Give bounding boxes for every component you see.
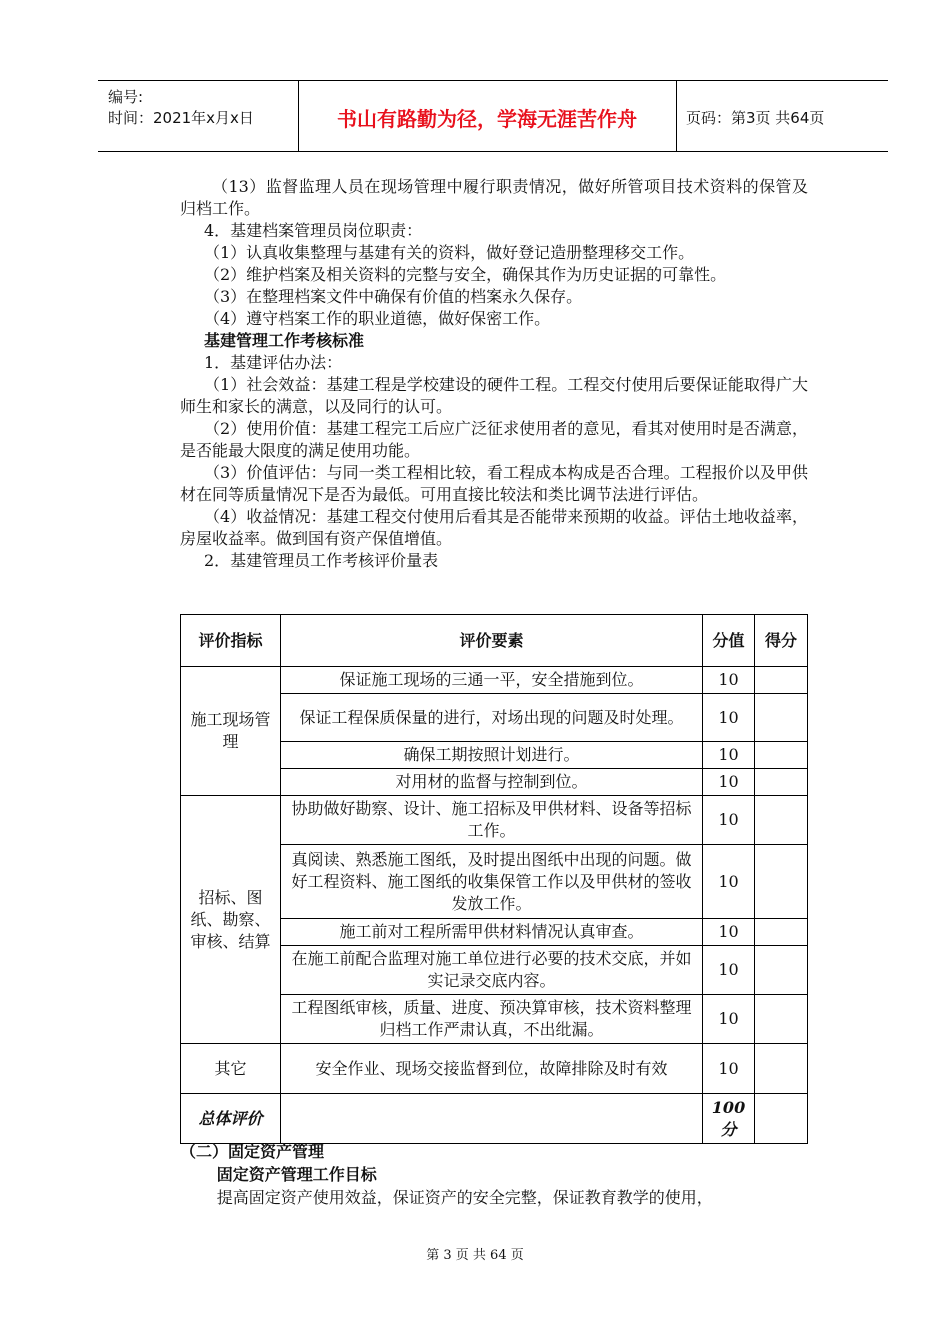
score-cell: 10 xyxy=(703,1044,755,1094)
paragraph: （3）价值评估：与同一类工程相比较，看工程成本构成是否合理。工程报价以及甲供材在同等质量情况下是否为最低。可用直接比较法和类比调节法进行评估。 xyxy=(180,463,808,504)
score-cell: 10 xyxy=(703,796,755,845)
header-meta xyxy=(108,87,254,129)
paragraph: （1）社会效益：基建工程是学校建设的硬件工程。工程交付使用后要保证能取得广大师生和家长的满意，以及同行的认可。 xyxy=(180,375,808,416)
indicator-cell: 招标、图纸、勘察、审核、结算 xyxy=(181,796,281,1044)
header-divider xyxy=(676,81,677,151)
paragraph: （2）维护档案及相关资料的完整与安全，确保其作为历史证据的可靠性。 xyxy=(204,265,727,284)
earned-cell xyxy=(755,1044,808,1094)
header-cell: 评价要素 xyxy=(281,615,703,667)
requirement-cell: 施工前对工程所需甲供材料情况认真审查。 xyxy=(281,919,703,946)
table-row xyxy=(181,1044,808,1094)
subheading: 固定资产管理工作目标 xyxy=(216,1165,377,1184)
requirement-cell: 对用材的监督与控制到位。 xyxy=(281,769,703,796)
header-cell: 得分 xyxy=(755,615,808,667)
table-row xyxy=(181,667,808,694)
total-label-cell: 总体评价 xyxy=(181,1094,281,1144)
paragraph: 4．基建档案管理员岗位职责： xyxy=(204,221,423,240)
earned-cell xyxy=(755,946,808,995)
header-page-label: 页码：第3页 共64页 xyxy=(686,109,825,127)
tail-section xyxy=(180,1140,808,1209)
score-cell: 10 xyxy=(703,946,755,995)
number-label: 编号: xyxy=(108,88,144,106)
table-header-row xyxy=(181,615,808,667)
earned-cell xyxy=(755,769,808,796)
paragraph: 提高固定资产使用效益，保证资产的安全完整，保证教育教学的使用， xyxy=(216,1188,713,1207)
total-requirement-cell xyxy=(281,1094,703,1144)
score-cell: 10 xyxy=(703,667,755,694)
table-caption: 2．基建管理员工作考核评价量表 xyxy=(204,551,439,570)
earned-cell xyxy=(755,796,808,845)
paragraph: （4）收益情况：基建工程交付使用后看其是否能带来预期的收益。评估土地收益率，房屋收益率。做到国有资产保值增值。 xyxy=(180,507,808,548)
requirement-cell: 保证工程保质保量的进行，对场出现的问题及时处理。 xyxy=(281,694,703,742)
table-row xyxy=(181,796,808,845)
page-footer: 第 3 页 共 64 页 xyxy=(426,1248,524,1263)
requirement-cell: 确保工期按照计划进行。 xyxy=(281,742,703,769)
score-cell: 10 xyxy=(703,995,755,1044)
score-cell: 10 xyxy=(703,845,755,919)
table-total-row xyxy=(181,1094,808,1144)
requirement-cell: 真阅读、熟悉施工图纸，及时提出图纸中出现的问题。做好工程资料、施工图纸的收集保管工作以及甲供材的签收发放工作。 xyxy=(281,845,703,919)
earned-cell xyxy=(755,742,808,769)
paragraph: （1）认真收集整理与基建有关的资料，做好登记造册整理移交工作。 xyxy=(204,243,695,262)
header-motto: 书山有路勤为径，学海无涯苦作舟 xyxy=(337,107,637,131)
earned-cell xyxy=(755,694,808,742)
date-label: 时间：2021年x月x日 xyxy=(108,109,254,127)
score-cell: 10 xyxy=(703,742,755,769)
section-heading: 基建管理工作考核标准 xyxy=(204,331,365,350)
requirement-cell: 协助做好勘察、设计、施工招标及甲供材料、设备等招标工作。 xyxy=(281,796,703,845)
indicator-cell: 施工现场管理 xyxy=(181,667,281,796)
header-cell: 评价指标 xyxy=(181,615,281,667)
indicator-cell: 其它 xyxy=(181,1044,281,1094)
body-text xyxy=(180,176,808,572)
total-score-cell: 100分 xyxy=(703,1094,755,1144)
earned-cell xyxy=(755,667,808,694)
earned-cell xyxy=(755,1094,808,1144)
earned-cell xyxy=(755,919,808,946)
requirement-cell: 工程图纸审核，质量、进度、预决算审核，技术资料整理归档工作严肃认真，不出纰漏。 xyxy=(281,995,703,1044)
paragraph: （13）监督监理人员在现场管理中履行职责情况，做好所管项目技术资料的保管及归档工作。 xyxy=(180,177,808,218)
earned-cell xyxy=(755,845,808,919)
header-cell: 分值 xyxy=(703,615,755,667)
score-cell: 10 xyxy=(703,919,755,946)
paragraph: （2）使用价值：基建工程完工后应广泛征求使用者的意见，看其对使用时是否满意，是否能最大限度的满足使用功能。 xyxy=(180,419,808,460)
paragraph: （4）遵守档案工作的职业道德，做好保密工作。 xyxy=(204,309,551,328)
paragraph: 1．基建评估办法： xyxy=(204,353,343,372)
requirement-cell: 在施工前配合监理对施工单位进行必要的技术交底，并如实记录交底内容。 xyxy=(281,946,703,995)
score-cell: 10 xyxy=(703,694,755,742)
score-cell: 10 xyxy=(703,769,755,796)
requirement-cell: 保证施工现场的三通一平，安全措施到位。 xyxy=(281,667,703,694)
paragraph: （3）在整理档案文件中确保有价值的档案永久保存。 xyxy=(204,287,583,306)
section-heading: （二）固定资产管理 xyxy=(180,1142,325,1161)
evaluation-table xyxy=(180,614,808,1144)
requirement-cell: 安全作业、现场交接监督到位，故障排除及时有效 xyxy=(281,1044,703,1094)
earned-cell xyxy=(755,995,808,1044)
page-header xyxy=(98,80,888,152)
